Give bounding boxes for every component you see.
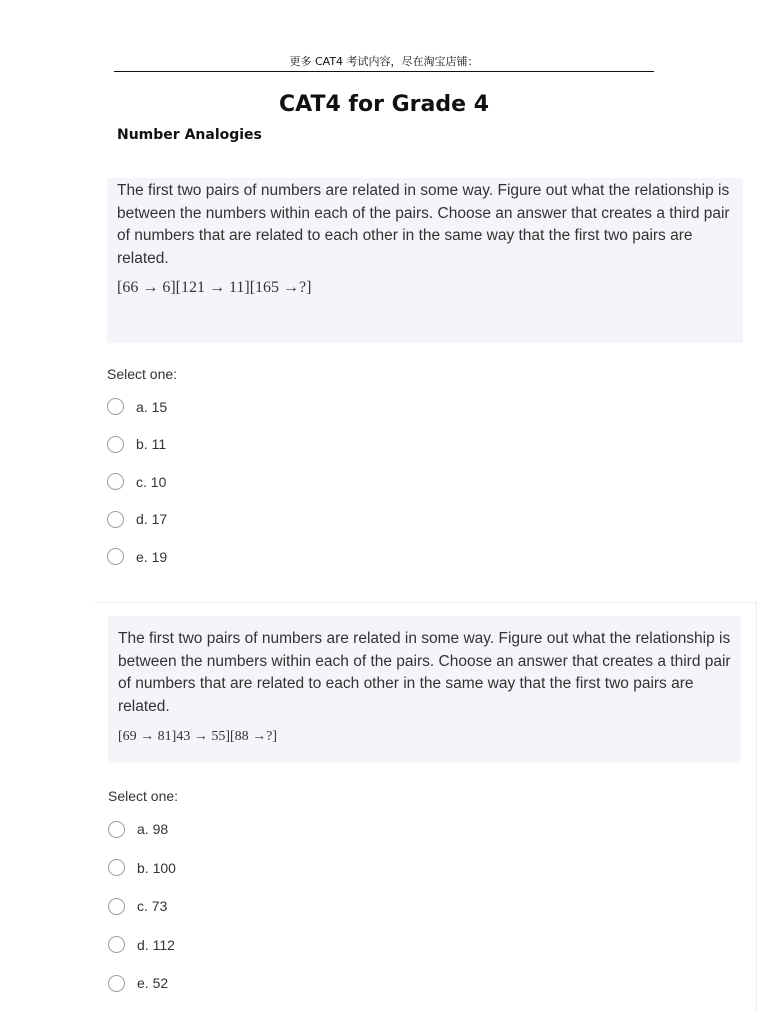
question-2-formula: [69 → 81]43 → 55][88 →?]: [118, 728, 278, 744]
question-1-option-a[interactable]: [107, 388, 167, 426]
page-edge-line: [756, 602, 757, 1012]
option-label: d. 112: [137, 936, 175, 953]
option-label: e. 19: [136, 548, 168, 565]
header-note: 更多 CAT4 考试内容，尽在淘宝店铺：: [289, 55, 479, 68]
question-2-option-d[interactable]: [108, 926, 176, 965]
question-2-option-a[interactable]: [108, 810, 176, 849]
radio-button[interactable]: [108, 821, 125, 838]
question-1-formula: [66 → 6][121 → 11][165 →?]: [117, 278, 312, 296]
option-label: c. 73: [137, 898, 168, 915]
question-1-select-label: Select one:: [107, 366, 178, 382]
section-title: Number Analogies: [117, 127, 262, 143]
question-2-select-label: Select one:: [108, 788, 179, 804]
radio-button[interactable]: [108, 936, 125, 953]
radio-button[interactable]: [107, 548, 124, 565]
question-divider: [95, 602, 757, 603]
radio-button[interactable]: [108, 975, 125, 992]
header-rule: [114, 71, 654, 72]
question-1-option-e[interactable]: [107, 538, 167, 576]
radio-button[interactable]: [107, 398, 124, 415]
question-2-options: [108, 810, 176, 1003]
option-label: a. 15: [136, 398, 168, 415]
question-1-box: [107, 178, 743, 343]
question-2-option-e[interactable]: [108, 964, 176, 1003]
radio-button[interactable]: [107, 436, 124, 453]
question-1-options: [107, 388, 167, 576]
option-label: d. 17: [136, 511, 168, 528]
option-label: b. 11: [136, 436, 167, 453]
option-label: e. 52: [137, 975, 169, 992]
question-1-prompt: The first two pairs of numbers are related in some way. Figure out what the relationship is between the numbers within each of the pairs. Choose an answer that creates a third pair of numbers that are related to each other in the same way that the first two pairs are related.: [117, 182, 730, 268]
document-title: CAT4 for Grade 4: [278, 92, 490, 117]
question-1-option-c[interactable]: [107, 463, 167, 501]
question-1-option-b[interactable]: [107, 426, 167, 464]
radio-button[interactable]: [107, 511, 124, 528]
question-1-option-d[interactable]: [107, 501, 167, 539]
question-2-option-c[interactable]: [108, 887, 176, 926]
question-2-prompt: The first two pairs of numbers are related in some way. Figure out what the relationship is between the numbers within each of the pairs. Choose an answer that creates a third pair of numbers that are related to each other in the same way that the first two pairs are related.: [118, 630, 731, 716]
option-label: b. 100: [137, 859, 176, 876]
radio-button[interactable]: [108, 859, 125, 876]
question-2-option-b[interactable]: [108, 849, 176, 888]
option-label: c. 10: [136, 473, 167, 490]
question-2-box: [108, 616, 741, 763]
radio-button[interactable]: [108, 898, 125, 915]
option-label: a. 98: [137, 821, 169, 838]
radio-button[interactable]: [107, 473, 124, 490]
